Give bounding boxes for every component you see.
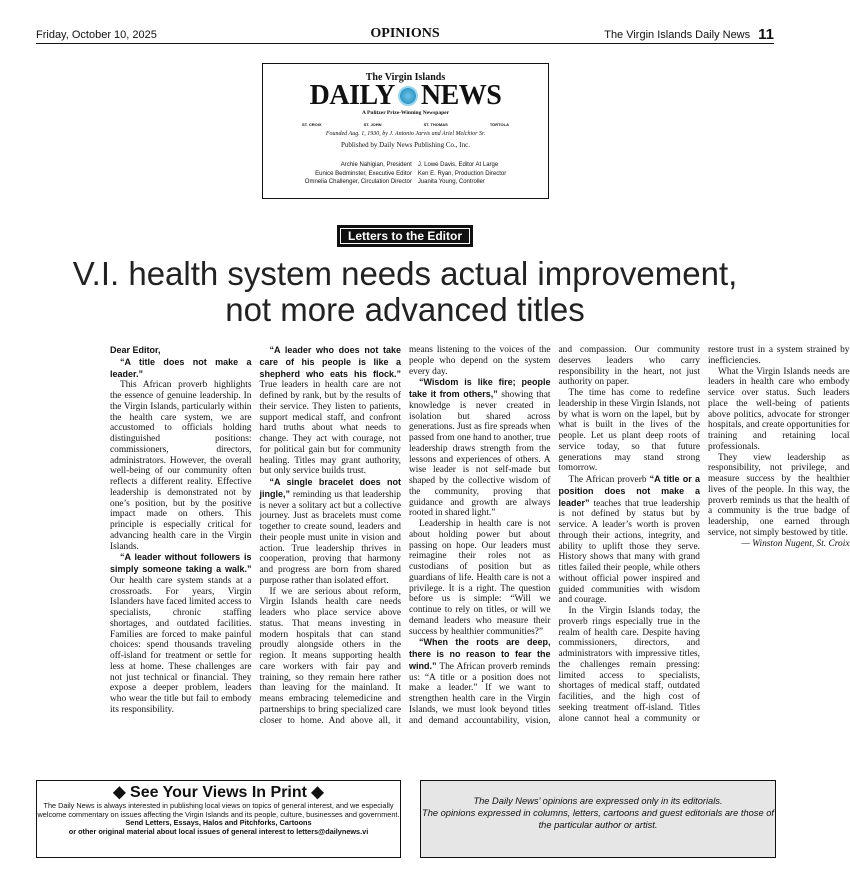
staff-member: Archie Nahigian, President [340, 162, 412, 168]
paragraph [110, 380, 252, 552]
bold-lead: “When the roots are deep, there is no reason to fear the wind.” [409, 637, 551, 671]
bold-lead: “Wisdom is like fire; people take it from others,” [409, 377, 551, 399]
islands [281, 122, 530, 127]
letter-body [110, 345, 850, 730]
masthead-logo [263, 80, 548, 111]
views-title: ◆ See Your Views In Print ◆ [113, 784, 324, 801]
paragraph-text: In the Virgin Islands today, the proverb rings especially true in the realm of health care. Despite having commissioners, directors, and administrators with impressive titles, the challenges remain pressing: limited access to specialists, shortages of medical staff, outdated facilities, and the high cost of seeking treatment off-island. Titles alone cannot heal a community or restore trust in a system strained by inefficiencies. [558, 345, 850, 724]
bold-lead: “A leader who does not take care of his people is like a shepherd who eats his flock.” [259, 345, 401, 379]
signature: — Winston Nugent, St. Croix [741, 538, 850, 549]
section-title: OPINIONS [370, 26, 440, 41]
headline: V.I. health system needs actual improvement, not more advanced titles [72, 255, 738, 328]
logo-left: DAILY [309, 80, 395, 111]
views-body: The Daily News is always interested in publishing local views on topics of general interest, and we especially welcome commentary on issues affecting the Virgin Islands and its people, culture, businesses and government. [37, 801, 400, 819]
bold-lead: “A title or a position does not make a leader” [558, 474, 700, 508]
paragraph-text: They view leadership as responsibility, not privilege, and measure success by the healthier lives of the people. In this way, the proverb reminds us that the health of a community is the true badge of leadership, one earned through service, not simply bestowed by title. [708, 452, 850, 538]
disclaimer-line: The opinions expressed in columns, letters, cartoons and guest editorials are those of the particular author or artist. [422, 808, 774, 830]
section-label: Letters to the Editor [337, 225, 473, 247]
views-send-email: or other original material about local issues of general interest to letters@dailynews.vi [68, 826, 369, 836]
paragraph [409, 519, 551, 637]
paragraph-text: What the Virgin Islands needs are leaders in health care who embody service over status. Such leaders place the well-being of patients above politics, advocate for stronger hospitals, and create opportunities for training and retaining local professionals. [708, 366, 850, 452]
views-title-text: See Your Views In Print [130, 784, 307, 801]
paragraph-text: The time has come to redefine leadership in these Virgin Islands, not by what is worn on the lapel, but by what is built in the lives of the people. Let us plant deep roots of service today, so that future generations may stand strong tomorrow. [558, 388, 700, 474]
paragraph [260, 477, 402, 587]
paragraph-text: Our health care system stands at a crossroads. For years, Virgin Islanders have faced limited access to specialists, chronic staffing shortages, and outdated facilities. Families are forced to make painful choices: spend thousands traveling off-island for treatment or settle for less at home. These challenges are not just technical or financial. They expose a deeper problem, leaders who wear the title but fail to embody its responsibility. [110, 575, 252, 715]
island: ST. JOHN [363, 122, 382, 127]
staff-member: Juanita Young, Controller [417, 179, 485, 185]
paragraph [110, 357, 252, 381]
masthead [262, 63, 549, 199]
staff-member: J. Lowe Davis, Editor At Large [417, 162, 499, 168]
founded: Founded Aug. 1, 1930, by J. Antonio Jarvis and Ariel Melchior Sr. [325, 131, 486, 137]
paragraph-text: If we are serious about reform, Virgin Islands health care needs leaders who place service above status. That means investing in modern hospitals that can stand proudly alongside others in the region. It means supporting health care workers with fair pay and training, so they remain here rather than leaving for the mainland. It means embracing telemedicine and partnerships to bring specialized care closer to home. And above all, it means listening to the voices of the people who depend on the system every day. [259, 345, 551, 726]
disclaimer-box [420, 780, 776, 858]
island: ST. CROIX [302, 122, 322, 127]
paragraph [110, 345, 252, 357]
bold-lead: “A title does not make a leader.” [110, 356, 252, 379]
paragraph [409, 377, 551, 519]
paragraph-text: This African proverb highlights the essence of genuine leadership. In the Virgin Islands, particularly within the health care system, we are accustomed to officials holding distinguished positions: commissioners, directors, administrators. However, the overall well-being of our community often reflects a different reality. Effective leadership is demonstrated not by one’s position, but by the positive impact made on others. This principle is especially critical for advancing health care in the Virgin Islands. [110, 380, 252, 552]
paragraph [559, 388, 701, 474]
paragraph-text: The African proverb [568, 475, 650, 485]
paper-name: The Virgin Islands Daily News [604, 29, 751, 41]
paragraph [559, 474, 701, 606]
staff-list [263, 161, 548, 187]
staff-member: Omnelia Challenger, Circulation Director [304, 179, 412, 185]
paragraph-text: reminding us that leadership is never a solitary act but a collective journey. Just as bracelets must come together to create sound, leaders and their people must unite in vision and action. True leadership thrives in cooperation, proving that harmony and progress are born from shared purpose rather than isolated effort. [259, 489, 401, 586]
paragraph [110, 552, 252, 715]
paragraph-text: showing that knowledge is never created in isolation but shared across generations. Just as fire spreads when passed from one hand to another, true leadership draws strength from the lessons and experiences of others. A wise leader is not self-made but shaped by the collective wisdom of the community, proving that guidance and growth are always rooted in shared light.” [409, 390, 551, 519]
paragraph [708, 453, 850, 539]
paper-name-page [604, 26, 774, 43]
masthead-top: The Virgin Islands [365, 72, 446, 83]
views-send: Send Letters, Essays, Halos and Pitchforks, Cartoons [125, 818, 312, 827]
page-number: 11 [758, 26, 774, 43]
paragraph-text: The African proverb reminds us: “A title or a position does not make a leader.” If we want to strengthen health care in the Virgin Islands, we must look beyond titles and demand accountability, vision, and compassion. Our community deserves leaders who carry responsibility in the heart, not just authority on paper. [409, 345, 700, 726]
globe-seal-icon [398, 86, 418, 106]
bold-lead: Dear Editor, [110, 345, 161, 355]
paragraph-text: Leadership in health care is not about holding power but about passing on hope. Our leaders must reimagine their roles not as custodians of position but as guardians of life. Health care is not a privilege. It is a right. The question before us is simple: “Will we continue to rely on titles, or will we demand leaders who measure their success by healthier communities?” [409, 519, 551, 637]
bold-lead: “A leader without followers is simply someone taking a walk.” [110, 552, 252, 574]
publisher: Published by Daily News Publishing Co., Inc. [341, 141, 470, 149]
island: TORTOLA [489, 122, 509, 127]
island: ST. THOMAS [423, 122, 448, 127]
logo-right: NEWS [420, 80, 502, 111]
issue-date: Friday, October 10, 2025 [36, 29, 157, 41]
paragraph [708, 367, 850, 453]
see-your-views-box [36, 780, 401, 858]
disclaimer-line: The Daily News’ opinions are expressed only in its editorials. [473, 796, 723, 806]
page-header [36, 26, 774, 44]
staff-member: Eunice Bedminster, Executive Editor [315, 170, 412, 177]
staff-member: Ken E. Ryan, Production Director [417, 170, 507, 177]
paragraph-text: True leaders in health care are not defined by rank, but by the results of their service. They listen to patients, support medical staff, and confront hard truths about what needs to change. They act with courage, not for political gain but for community healing. Titles may grant authority, but only service builds trust. [259, 380, 401, 477]
bold-lead: “A single bracelet does not jingle,” [259, 477, 401, 499]
tagline: A Pulitzer Prize-Winning Newspaper [361, 110, 450, 116]
paragraph [260, 345, 402, 477]
paragraph-text: teaches that true leadership is not defined by status but by service. A leader’s worth is proven through their actions, integrity, and ability to uplift those they serve. History shows that many with grand titles failed their people, while others without official power inspired and guided communities with wisdom and courage. [558, 498, 700, 606]
